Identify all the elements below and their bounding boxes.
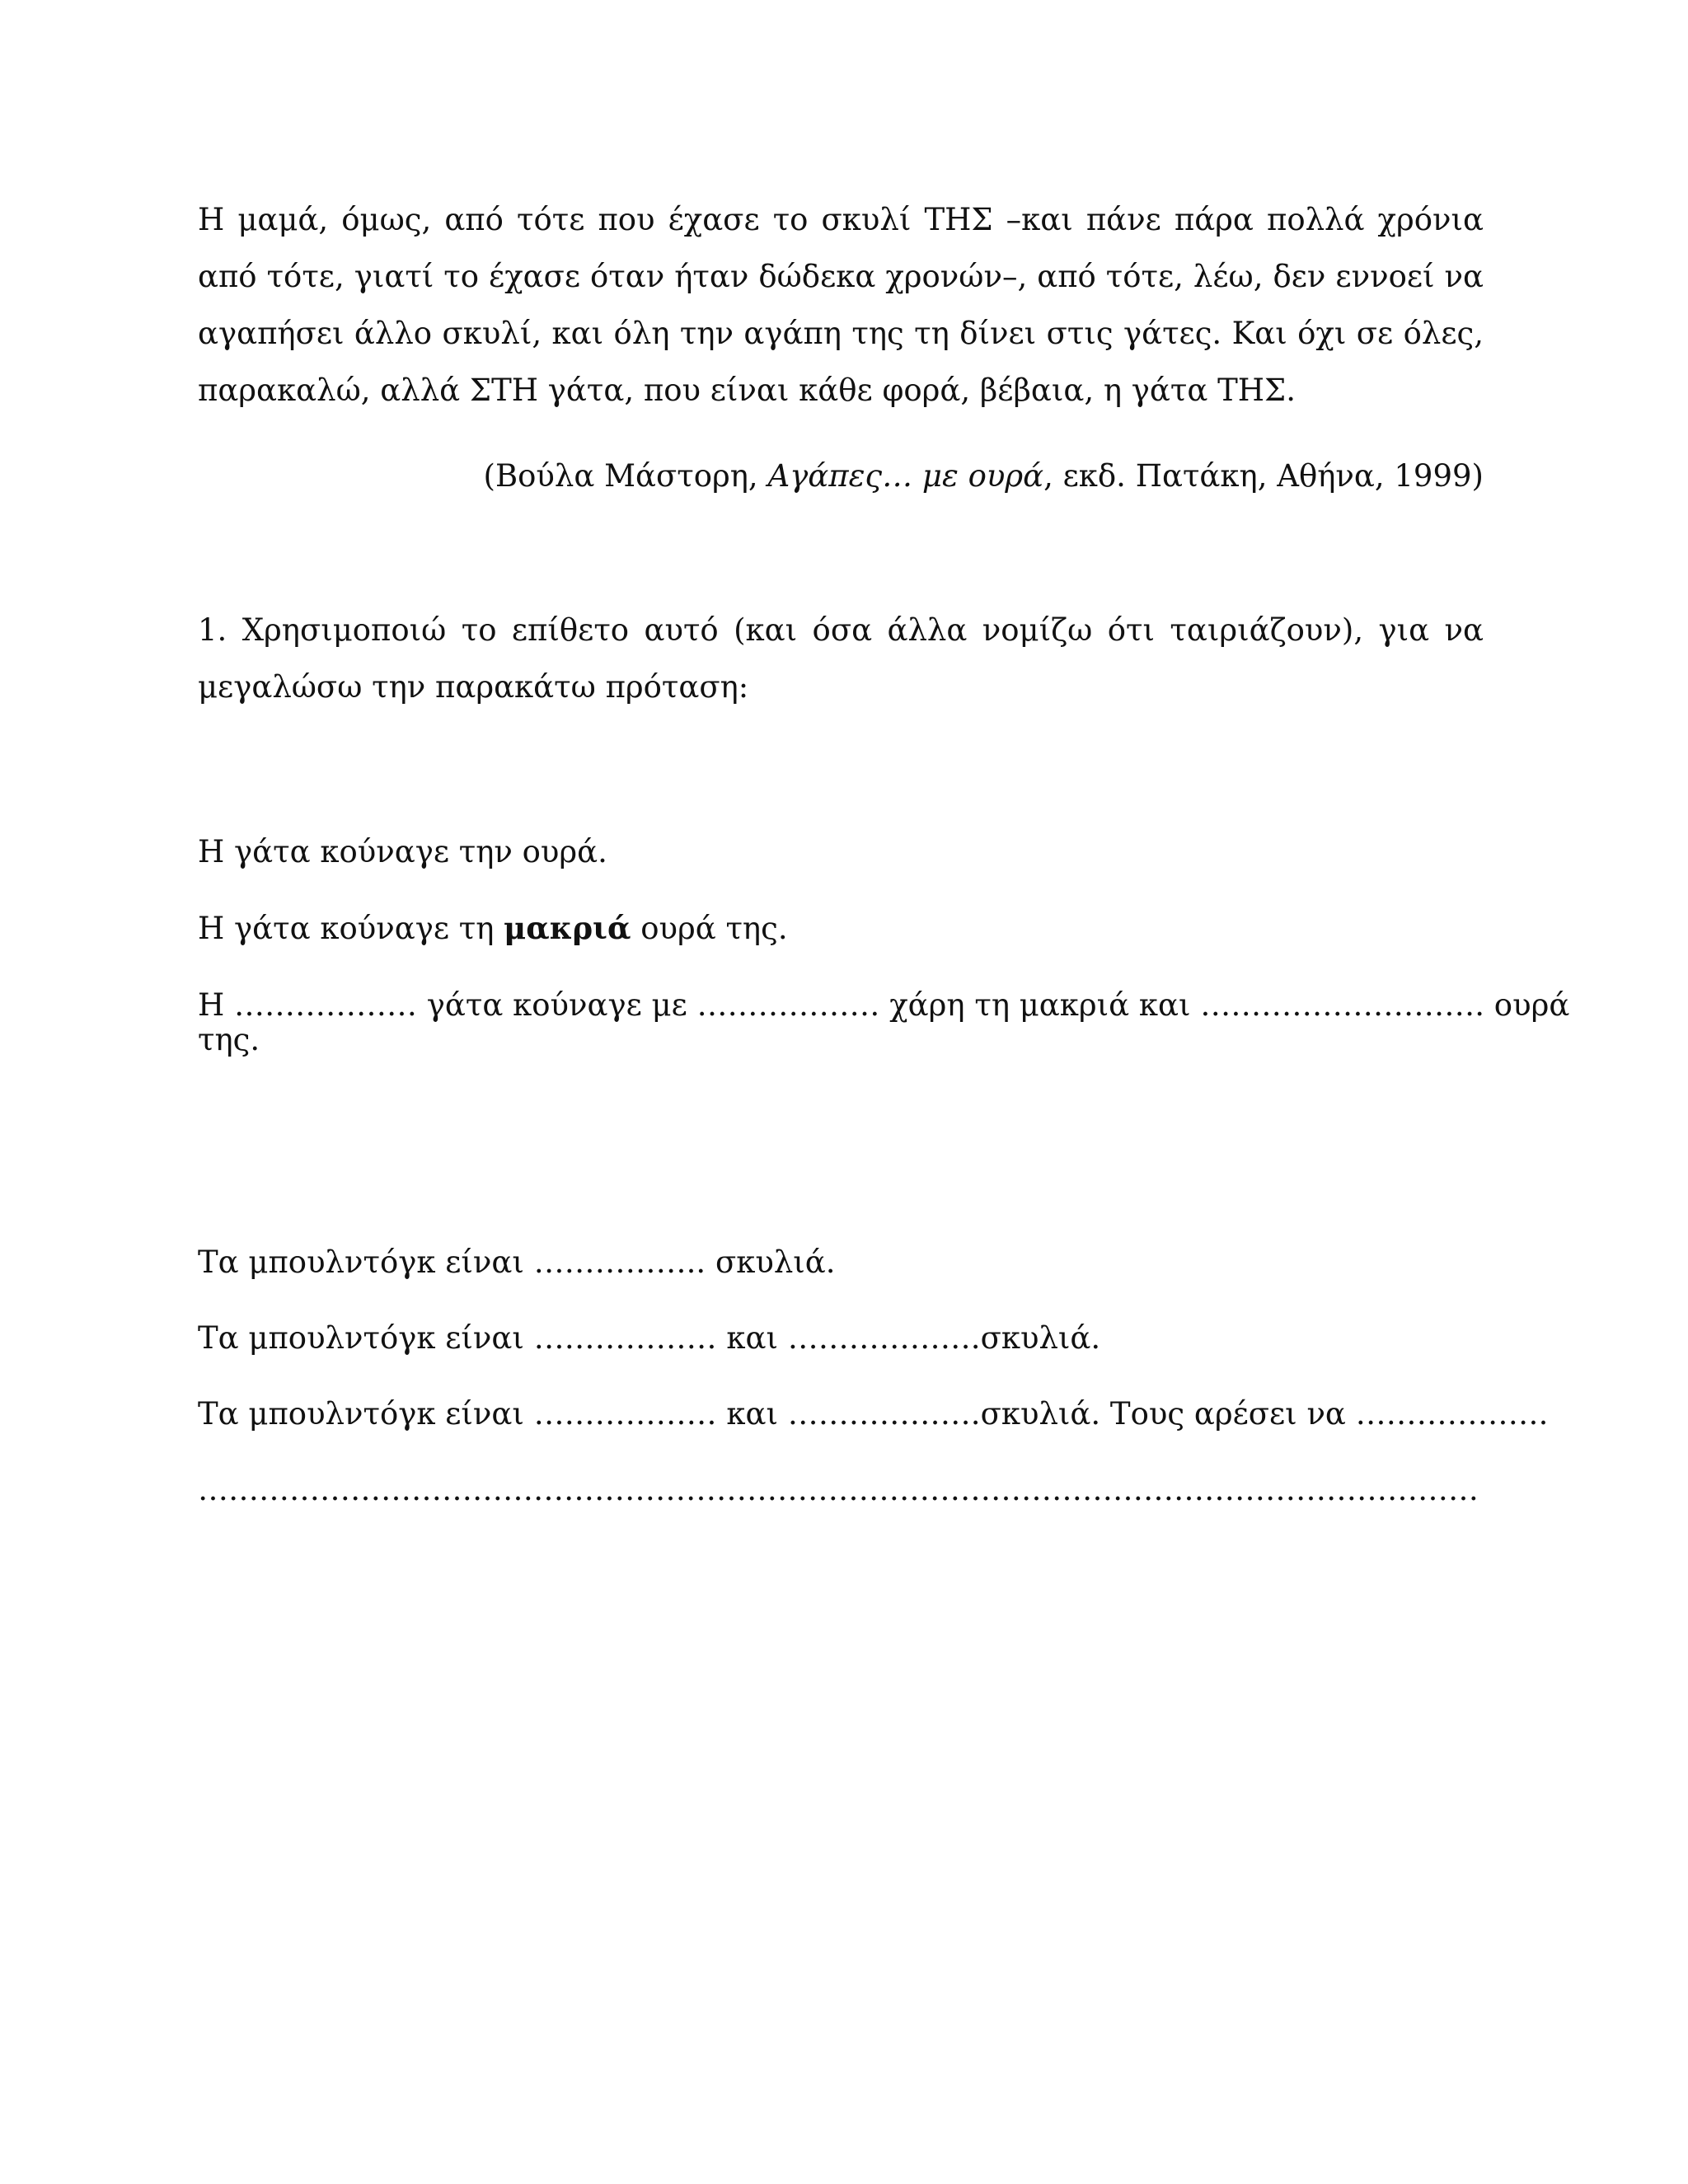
cat-sentence-2-before: Η γάτα κούναγε τη	[198, 911, 504, 946]
cat-sentence-2	[198, 908, 788, 949]
excerpt-paragraph: Η μαμά, όμως, από τότε που έχασε το σκυλί ΤΗΣ –και πάνε πάρα πολλά χρόνια από τότε, γιατί το έχασε όταν ήταν δώδεκα χρονών–, από τότε, λέω, δεν εννοεί να αγαπήσει άλλο σκυλί, και όλη την αγάπη της τη δίνει στις γάτες. Και όχι σε όλες, παρακαλώ, αλλά ΣΤΗ γάτα, που είναι κάθε φορά, βέβαια, η γάτα ΤΗΣ.	[198, 202, 1484, 408]
dog-sentence-1: Τα μπουλντόγκ είναι …………….. σκυλιά.	[198, 1244, 836, 1280]
exercise-instruction: 1. Χρησιμοποιώ το επίθετο αυτό (και όσα άλλα νομίζω ότι ταιριάζουν), για να μεγαλώσω την παρακάτω πρόταση:	[198, 612, 1484, 705]
citation-suffix: , εκδ. Πατάκη, Αθήνα, 1999)	[1043, 458, 1484, 494]
cat-sentence-3-line-1: Η ……………… γάτα κούναγε με ……………… χάρη τη μακριά και ………………………. ουρά	[198, 987, 1570, 1023]
dog-sentence-2: Τα μπουλντόγκ είναι ……………… και ……………….σκυλιά.	[198, 1320, 1101, 1356]
dog-sentence-3: Τα μπουλντόγκ είναι ……………… και ……………….σκυλιά. Τους αρέσει να ……………….	[198, 1396, 1549, 1432]
dotted-answer-line: ………………………………………………………………………………………………………………	[198, 1472, 1479, 1507]
citation-title-part2: με ουρά	[912, 458, 1044, 494]
citation-prefix: (Βούλα Μάστορη,	[483, 458, 768, 494]
cat-sentence-2-bold-word: μακριά	[504, 910, 631, 946]
citation	[484, 457, 1484, 496]
cat-sentence-3-line-2: της.	[198, 1022, 260, 1057]
cat-sentence-2-after: ουρά της.	[631, 911, 788, 946]
cat-sentence-1: Η γάτα κούναγε την ουρά.	[198, 834, 607, 869]
citation-title-part1: Αγάπες…	[767, 458, 913, 494]
